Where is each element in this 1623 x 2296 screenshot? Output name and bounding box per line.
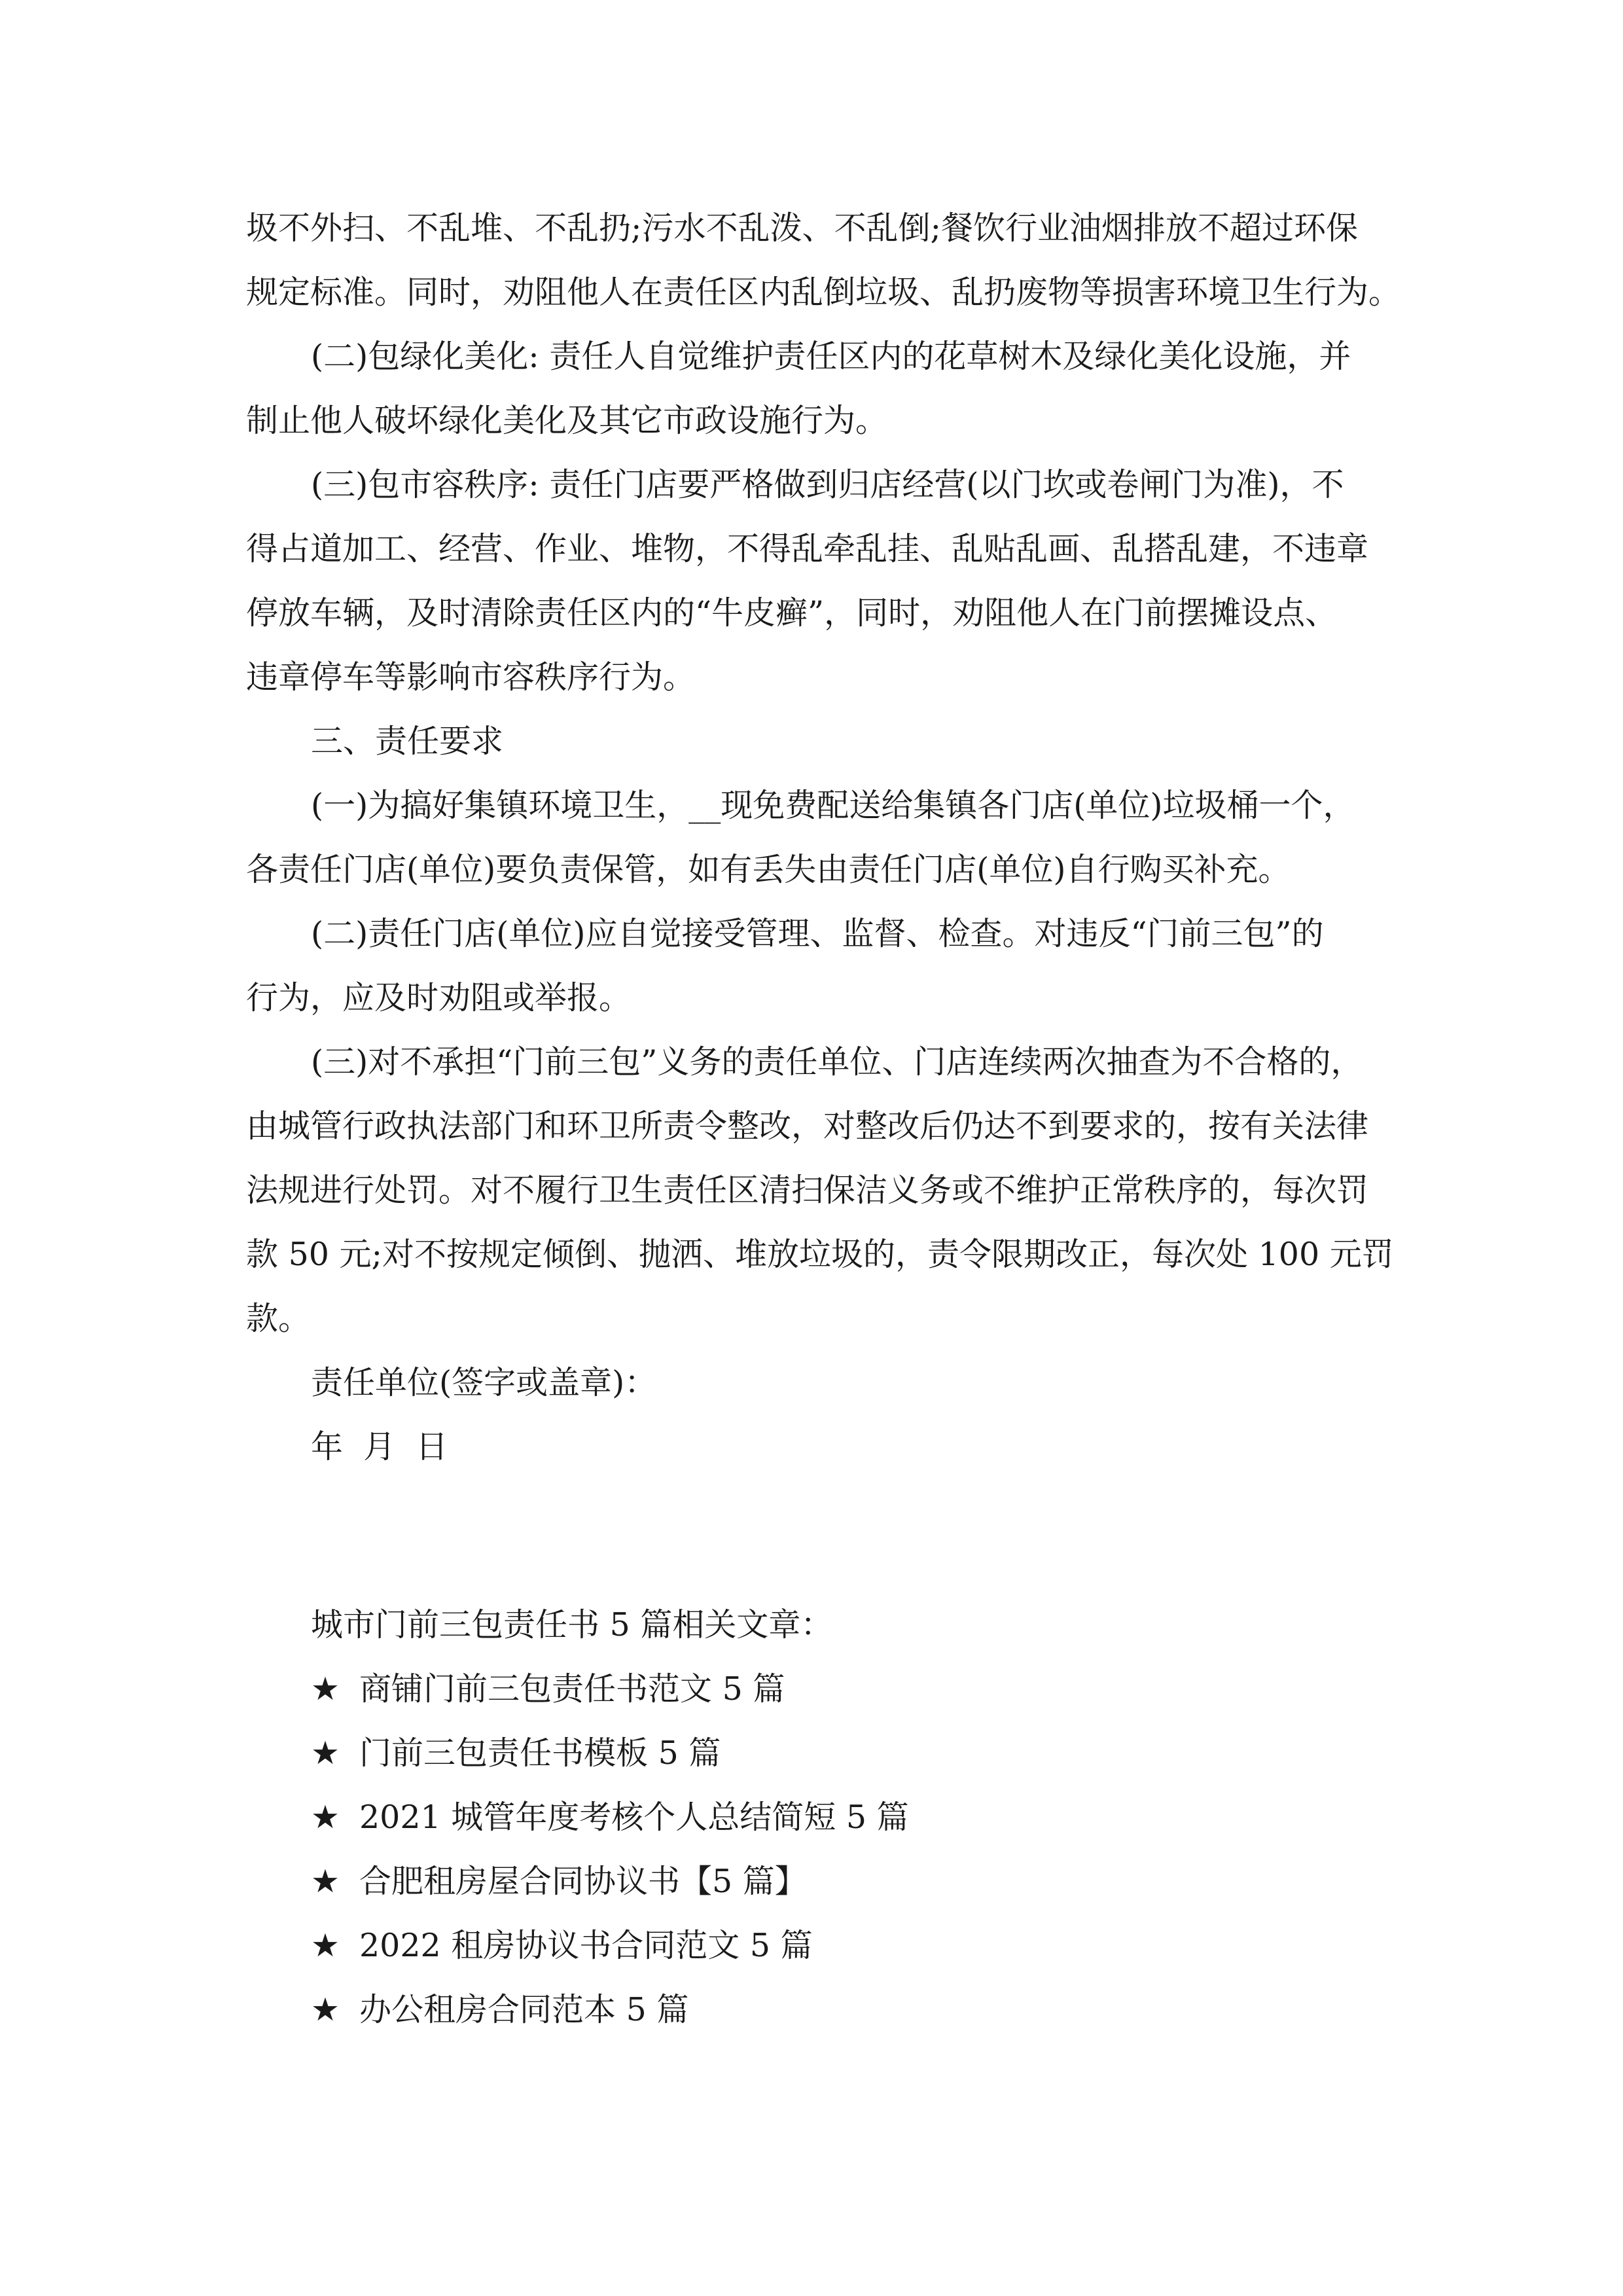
document-page — [246, 196, 1401, 2042]
body-line: 行为，应及时劝阻或举报。 — [246, 979, 632, 1016]
body-line: 法规进行处罚。对不履行卫生责任区清扫保洁义务或不维护正常秩序的，每次罚 — [246, 1172, 1369, 1209]
body-line: 各责任门店(单位)要负责保管，如有丢失由责任门店(单位)自行购买补充。 — [246, 851, 1291, 888]
body-line: (三)包市容秩序: 责任门店要严格做到归店经营(以门坎或卷闸门为准)，不 — [311, 466, 1344, 503]
related-link[interactable] — [246, 1785, 1378, 1850]
related-link[interactable] — [246, 1850, 1378, 1914]
related-link[interactable] — [246, 1657, 1378, 1721]
spacer — [246, 1479, 1378, 1593]
body-text — [246, 196, 1401, 1351]
related-link-label: 合肥租房屋合同协议书【5 篇】 — [359, 1863, 807, 1900]
body-line: (二)责任门店(单位)应自觉接受管理、监督、检查。对违反“门前三包”的 — [311, 915, 1324, 952]
body-line: 规定标准。同时，劝阻他人在责任区内乱倒垃圾、乱扔废物等损害环境卫生行为。 — [246, 274, 1401, 311]
related-link[interactable] — [246, 1914, 1378, 1978]
body-line: (二)包绿化美化: 责任人自觉维护责任区内的花草树木及绿化美化设施，并 — [311, 338, 1351, 375]
related-articles — [246, 1593, 1378, 2042]
section-heading: 三、责任要求 — [311, 723, 504, 760]
body-line: 违章停车等影响市容秩序行为。 — [246, 658, 696, 696]
related-link-label: 2021 城管年度考核个人总结简短 5 篇 — [359, 1799, 909, 1836]
related-link[interactable] — [246, 1978, 1378, 2042]
body-line: 款。 — [246, 1300, 311, 1337]
signature-label: 责任单位(签字或盖章)： — [311, 1364, 657, 1401]
related-link-label: 办公租房合同范本 5 篇 — [359, 1991, 689, 2028]
body-line: 款 50 元;对不按规定倾倒、抛洒、堆放垃圾的，责令限期改正，每次处 100 元罚 — [246, 1236, 1394, 1273]
body-line: 停放车辆，及时清除责任区内的“牛皮癣”，同时，劝阻他人在门前摆摊设点、 — [246, 594, 1338, 632]
body-line: 圾不外扫、不乱堆、不乱扔;污水不乱泼、不乱倒;餐饮行业油烟排放不超过环保 — [246, 209, 1359, 247]
body-line: 由城管行政执法部门和环卫所责令整改，对整改后仍达不到要求的，按有关法律 — [246, 1107, 1369, 1145]
star-icon: ★ — [311, 1863, 340, 1900]
star-icon: ★ — [311, 1670, 340, 1708]
date-label: 年 月 日 — [311, 1428, 448, 1465]
related-link[interactable] — [246, 1721, 1378, 1785]
star-icon: ★ — [311, 1799, 340, 1836]
related-heading: 城市门前三包责任书 5 篇相关文章： — [311, 1606, 833, 1643]
body-line: 得占道加工、经营、作业、堆物，不得乱牵乱挂、乱贴乱画、乱搭乱建，不违章 — [246, 530, 1369, 567]
star-icon: ★ — [311, 1927, 340, 1964]
body-line: (三)对不承担“门前三包”义务的责任单位、门店连续两次抽查为不合格的， — [311, 1043, 1363, 1081]
body-line: (一)为搞好集镇环境卫生，__现免费配送给集镇各门店(单位)垃圾桶一个， — [311, 787, 1355, 824]
related-link-label: 门前三包责任书模板 5 篇 — [359, 1734, 721, 1772]
star-icon: ★ — [311, 1991, 340, 2028]
star-icon: ★ — [311, 1734, 340, 1772]
related-link-label: 2022 租房协议书合同范文 5 篇 — [359, 1927, 813, 1964]
body-line: 制止他人破坏绿化美化及其它市政设施行为。 — [246, 402, 888, 439]
related-link-label: 商铺门前三包责任书范文 5 篇 — [359, 1670, 785, 1708]
